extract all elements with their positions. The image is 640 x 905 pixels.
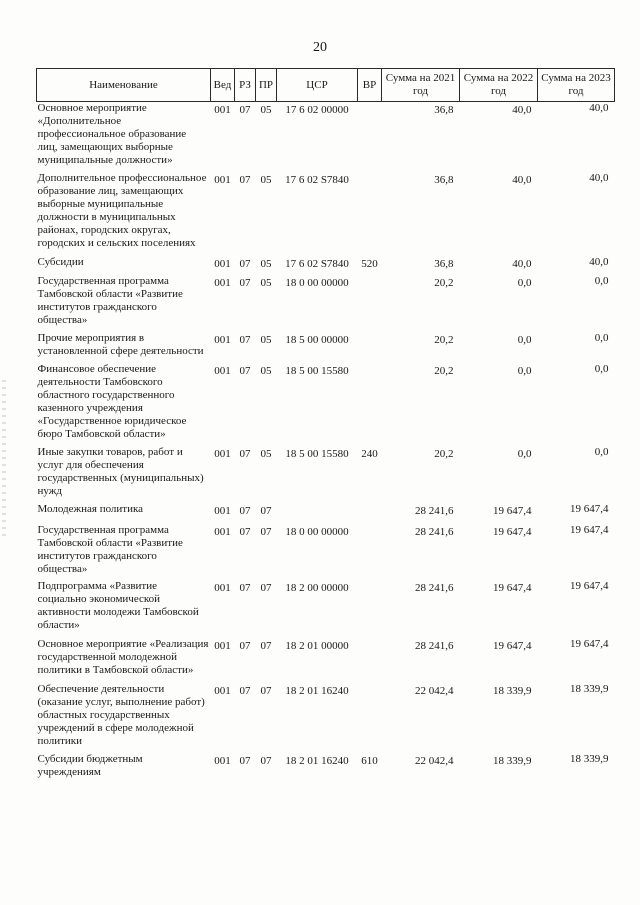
row-sum-2023: 19 647,4	[570, 580, 609, 592]
row-rz: 07	[239, 174, 251, 186]
row-ved: 001	[214, 755, 231, 767]
row-sum-2021: 28 241,6	[415, 582, 454, 594]
row-csr: 18 0 00 00000	[285, 277, 349, 289]
table-row	[37, 332, 615, 363]
row-pr: 05	[260, 258, 272, 270]
row-csr: 17 6 02 S7840	[285, 174, 349, 186]
row-sum-2022: 19 647,4	[493, 526, 532, 538]
row-vr	[358, 172, 382, 256]
table-row	[37, 363, 615, 446]
table-row	[37, 638, 615, 683]
row-sum-2021: 20,2	[434, 365, 454, 377]
row-sum-2022: 19 647,4	[493, 505, 532, 517]
table-row	[37, 172, 615, 256]
row-sum-2021: 28 241,6	[415, 640, 454, 652]
row-sum-2022: 18 339,9	[493, 685, 532, 697]
header-name: Наименование	[37, 69, 211, 102]
row-name: Дополнительное профессиональное образование лиц, замещающих выборные муниципальные должности в муниципальных районах, городских округах, городских и сельских поселениях	[37, 172, 207, 249]
row-vr	[358, 524, 382, 580]
row-pr: 05	[260, 365, 272, 377]
row-rz: 07	[239, 526, 251, 538]
row-name: Обеспечение деятельности (оказание услуг, выполнение работ) областных государственных учреждений в сфере молодежной политики	[37, 683, 205, 747]
row-csr: 18 5 00 00000	[285, 334, 349, 346]
table-row	[37, 683, 615, 753]
row-pr: 07	[260, 755, 272, 767]
row-sum-2021: 22 042,4	[415, 755, 454, 767]
row-sum-2022: 0,0	[517, 448, 532, 460]
row-name: Прочие мероприятия в установленной сфере деятельности	[37, 332, 204, 357]
row-ved: 001	[214, 277, 231, 289]
row-ved: 001	[214, 104, 231, 116]
row-sum-2023: 0,0	[594, 363, 609, 375]
row-rz: 07	[239, 277, 251, 289]
row-sum-2023: 40,0	[589, 172, 609, 184]
header-pr: ПР	[256, 69, 277, 102]
row-ved: 001	[214, 640, 231, 652]
scan-artifact	[2, 380, 6, 540]
header-vr: ВР	[358, 69, 382, 102]
row-sum-2023: 19 647,4	[570, 638, 609, 650]
row-ved: 001	[214, 258, 231, 270]
row-rz: 07	[239, 685, 251, 697]
row-name: Основное мероприятие «Дополнительное профессиональное образование лиц, замещающих выборные муниципальные должности»	[37, 102, 187, 166]
row-name: Подпрограмма «Развитие социально экономической активности молодежи Тамбовской области»	[37, 580, 199, 631]
row-vr: 520	[361, 258, 378, 270]
table-row	[37, 446, 615, 503]
row-rz: 07	[239, 104, 251, 116]
page-number: 20	[313, 40, 327, 55]
row-pr: 05	[260, 277, 272, 289]
budget-table	[36, 68, 615, 783]
row-sum-2022: 0,0	[517, 277, 532, 289]
table-row	[37, 275, 615, 332]
row-sum-2021: 36,8	[434, 104, 454, 116]
row-ved: 001	[214, 685, 231, 697]
row-pr: 05	[260, 174, 272, 186]
row-pr: 05	[260, 104, 272, 116]
row-sum-2023: 19 647,4	[570, 524, 609, 536]
header-2022: Сумма на 2022 год	[460, 69, 538, 102]
row-sum-2021: 22 042,4	[415, 685, 454, 697]
row-name: Государственная программа Тамбовской области «Развитие институтов гражданского общества»	[37, 275, 183, 326]
table-row	[37, 753, 615, 783]
row-rz: 07	[239, 640, 251, 652]
row-name: Субсидии бюджетным учреждениям	[37, 753, 143, 778]
row-name: Финансовое обеспечение деятельности Тамбовского областного государственного казенного учреждения «Государственное юридическое бюро Тамбовской области»	[37, 363, 187, 440]
row-csr: 17 6 02 S7840	[285, 258, 349, 270]
row-rz: 07	[239, 755, 251, 767]
row-pr: 07	[260, 685, 272, 697]
row-pr: 07	[260, 582, 272, 594]
row-name: Молодежная политика	[37, 503, 144, 515]
row-sum-2021: 20,2	[434, 277, 454, 289]
row-rz: 07	[239, 505, 251, 517]
row-sum-2023: 40,0	[589, 256, 609, 268]
header-rz: РЗ	[235, 69, 256, 102]
row-vr	[358, 363, 382, 446]
row-rz: 07	[239, 258, 251, 270]
table-row	[37, 580, 615, 638]
row-vr	[358, 638, 382, 683]
row-vr	[358, 503, 382, 524]
table-row	[37, 256, 615, 275]
table-row	[37, 524, 615, 580]
row-ved: 001	[214, 365, 231, 377]
row-csr: 18 2 01 00000	[285, 640, 349, 652]
row-sum-2023: 0,0	[594, 332, 609, 344]
row-name: Иные закупки товаров, работ и услуг для обеспечения государственных (муниципальных) нужд	[37, 446, 204, 497]
table-header-row	[37, 69, 615, 102]
row-csr: 18 2 00 00000	[285, 582, 349, 594]
row-sum-2021: 20,2	[434, 334, 454, 346]
row-csr: 18 0 00 00000	[285, 526, 349, 538]
row-ved: 001	[214, 174, 231, 186]
header-2021: Сумма на 2021 год	[382, 69, 460, 102]
row-pr: 07	[260, 505, 272, 517]
row-sum-2021: 36,8	[434, 258, 454, 270]
row-sum-2022: 18 339,9	[493, 755, 532, 767]
row-sum-2021: 28 241,6	[415, 505, 454, 517]
row-vr	[358, 332, 382, 363]
row-sum-2021: 36,8	[434, 174, 454, 186]
row-sum-2023: 40,0	[589, 102, 609, 114]
row-pr: 07	[260, 526, 272, 538]
row-sum-2022: 40,0	[512, 174, 532, 186]
row-csr: 17 6 02 00000	[285, 104, 349, 116]
row-pr: 05	[260, 334, 272, 346]
row-vr	[358, 275, 382, 332]
row-rz: 07	[239, 448, 251, 460]
row-rz: 07	[239, 365, 251, 377]
row-sum-2023: 19 647,4	[570, 503, 609, 515]
row-ved: 001	[214, 448, 231, 460]
table-row	[37, 503, 615, 524]
row-sum-2022: 40,0	[512, 104, 532, 116]
row-sum-2023: 0,0	[594, 446, 609, 458]
row-sum-2023: 18 339,9	[570, 683, 609, 695]
row-rz: 07	[239, 582, 251, 594]
row-name: Государственная программа Тамбовской области «Развитие институтов гражданского общества»	[37, 524, 183, 575]
header-2023: Сумма на 2023 год	[538, 69, 615, 102]
row-ved: 001	[214, 505, 231, 517]
row-sum-2023: 0,0	[594, 275, 609, 287]
row-sum-2021: 28 241,6	[415, 526, 454, 538]
row-sum-2022: 0,0	[517, 365, 532, 377]
table-row	[37, 102, 615, 173]
row-csr: 18 5 00 15580	[285, 365, 349, 377]
row-csr: 18 2 01 16240	[285, 685, 349, 697]
row-vr	[358, 683, 382, 753]
row-vr	[358, 580, 382, 638]
row-sum-2021: 20,2	[434, 448, 454, 460]
row-sum-2022: 40,0	[512, 258, 532, 270]
row-pr: 05	[260, 448, 272, 460]
row-sum-2022: 0,0	[517, 334, 532, 346]
row-ved: 001	[214, 334, 231, 346]
row-sum-2022: 19 647,4	[493, 582, 532, 594]
row-sum-2022: 19 647,4	[493, 640, 532, 652]
row-vr	[358, 102, 382, 173]
header-ved: Вед	[211, 69, 235, 102]
row-ved: 001	[214, 526, 231, 538]
row-pr: 07	[260, 640, 272, 652]
table-body	[37, 102, 615, 784]
header-csr: ЦСР	[277, 69, 358, 102]
row-csr: 18 5 00 15580	[285, 448, 349, 460]
row-name: Субсидии	[37, 256, 84, 268]
row-name: Основное мероприятие «Реализация государственной молодежной политики в Тамбовской области»	[37, 638, 209, 676]
row-csr: 18 2 01 16240	[285, 755, 349, 767]
row-vr: 610	[361, 755, 378, 767]
row-rz: 07	[239, 334, 251, 346]
row-csr	[277, 503, 358, 524]
row-ved: 001	[214, 582, 231, 594]
row-sum-2023: 18 339,9	[570, 753, 609, 765]
row-vr: 240	[361, 448, 378, 460]
